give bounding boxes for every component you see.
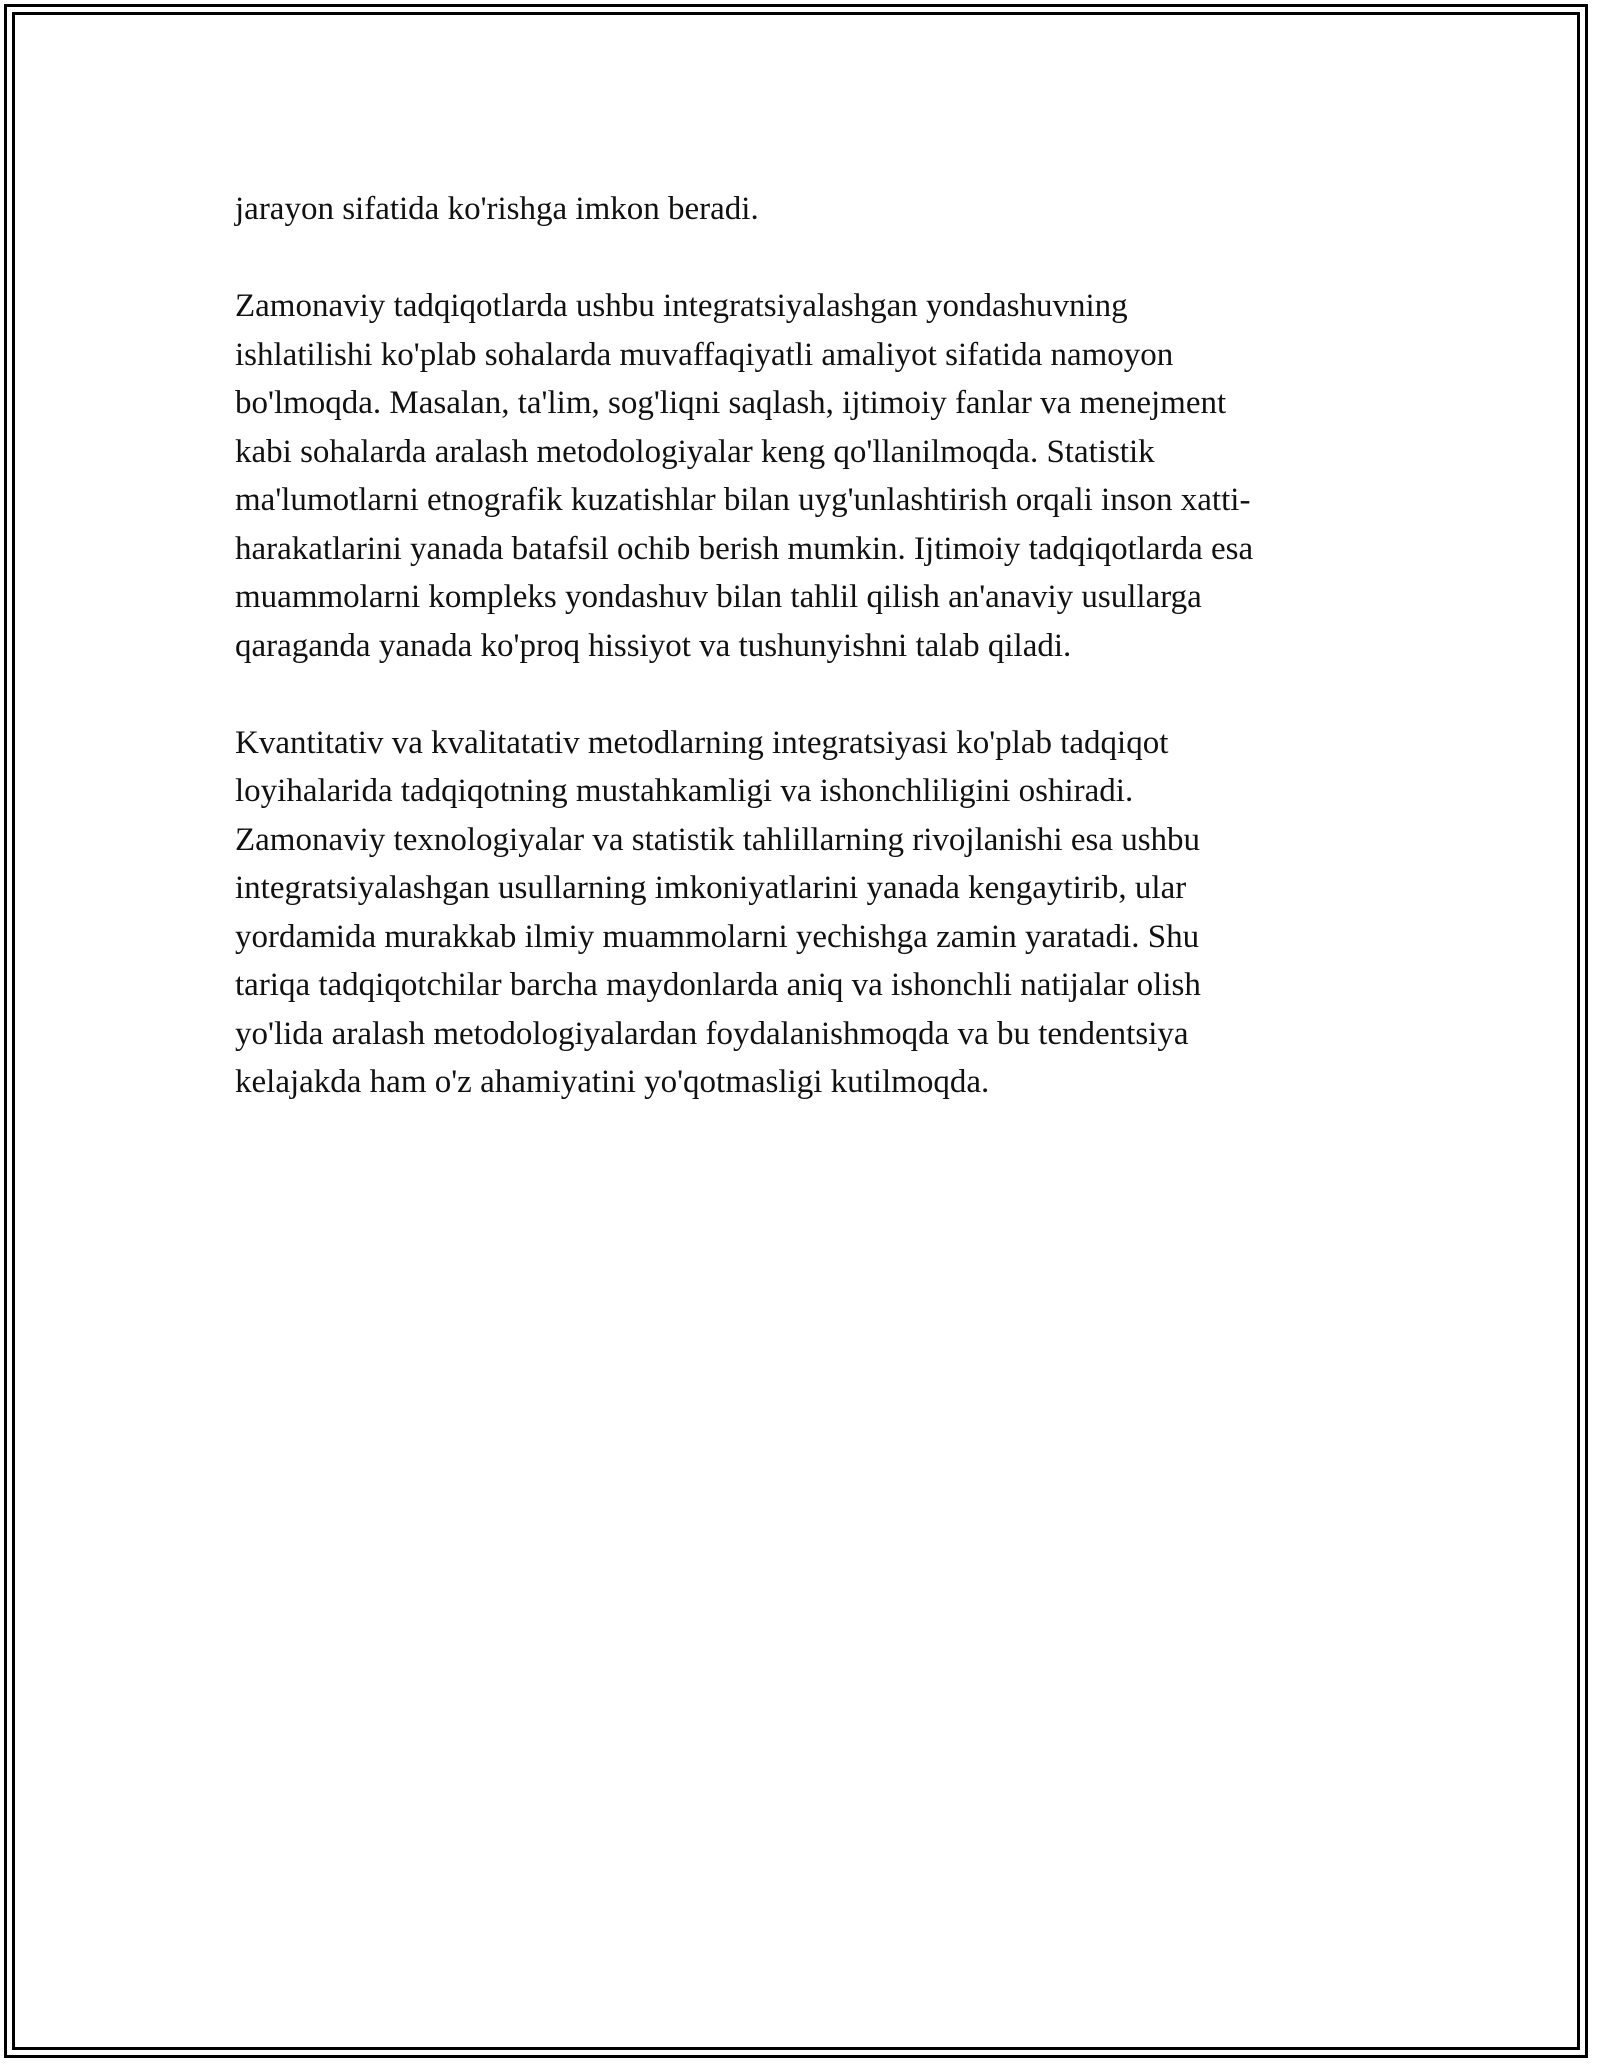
document-body <box>235 185 1385 1155</box>
paragraph-integration: Kvantitativ va kvalitatativ metodlarning integratsiyasi ko'plab tadqiqot loyihalarida tadqiqotning mustahkamligi va ishonchliligini oshiradi. Zamonaviy texnologiyalar va statistik tahlillarning rivojlanishi esa ushbu integratsiyalashgan usullarning imkoniyatlarini yanada kengaytirib, ular yordamida murakkab ilmiy muammolarni yechishga zamin yaratadi. Shu tariqa tadqiqotchilar barcha maydonlarda aniq va ishonchli natijalar olish yo'lida aralash metodologiyalardan foydalanishmoqda va bu tendentsiya kelajakda ham o'z ahamiyatini yo'qotmasligi kutilmoqda. <box>235 724 1201 1100</box>
paragraph-modern-research: Zamonaviy tadqiqotlarda ushbu integratsiyalashgan yondashuvning ishlatilishi ko'plab sohalarda muvaffaqiyatli amaliyot sifatida namoyon bo'lmoqda. Masalan, ta'lim, sog'liqni saqlash, ijtimoiy fanlar va menejment kabi sohalarda aralash metodologiyalar keng qo'llanilmoqda. Statistik ma'lumotlarni etnografik kuzatishlar bilan uyg'unlashtirish orqali inson xatti- harakatlarini yanada batafsil ochib berish mumkin. Ijtimoiy tadqiqotlarda esa muammolarni kompleks yondashuv bilan tahlil qilish an'anaviy usullarga qaraganda yanada ko'proq hissiyot va tushunyishni talab qiladi. <box>235 288 1254 664</box>
paragraph-continuation: jarayon sifatida ko'rishga imkon beradi. <box>235 191 759 227</box>
